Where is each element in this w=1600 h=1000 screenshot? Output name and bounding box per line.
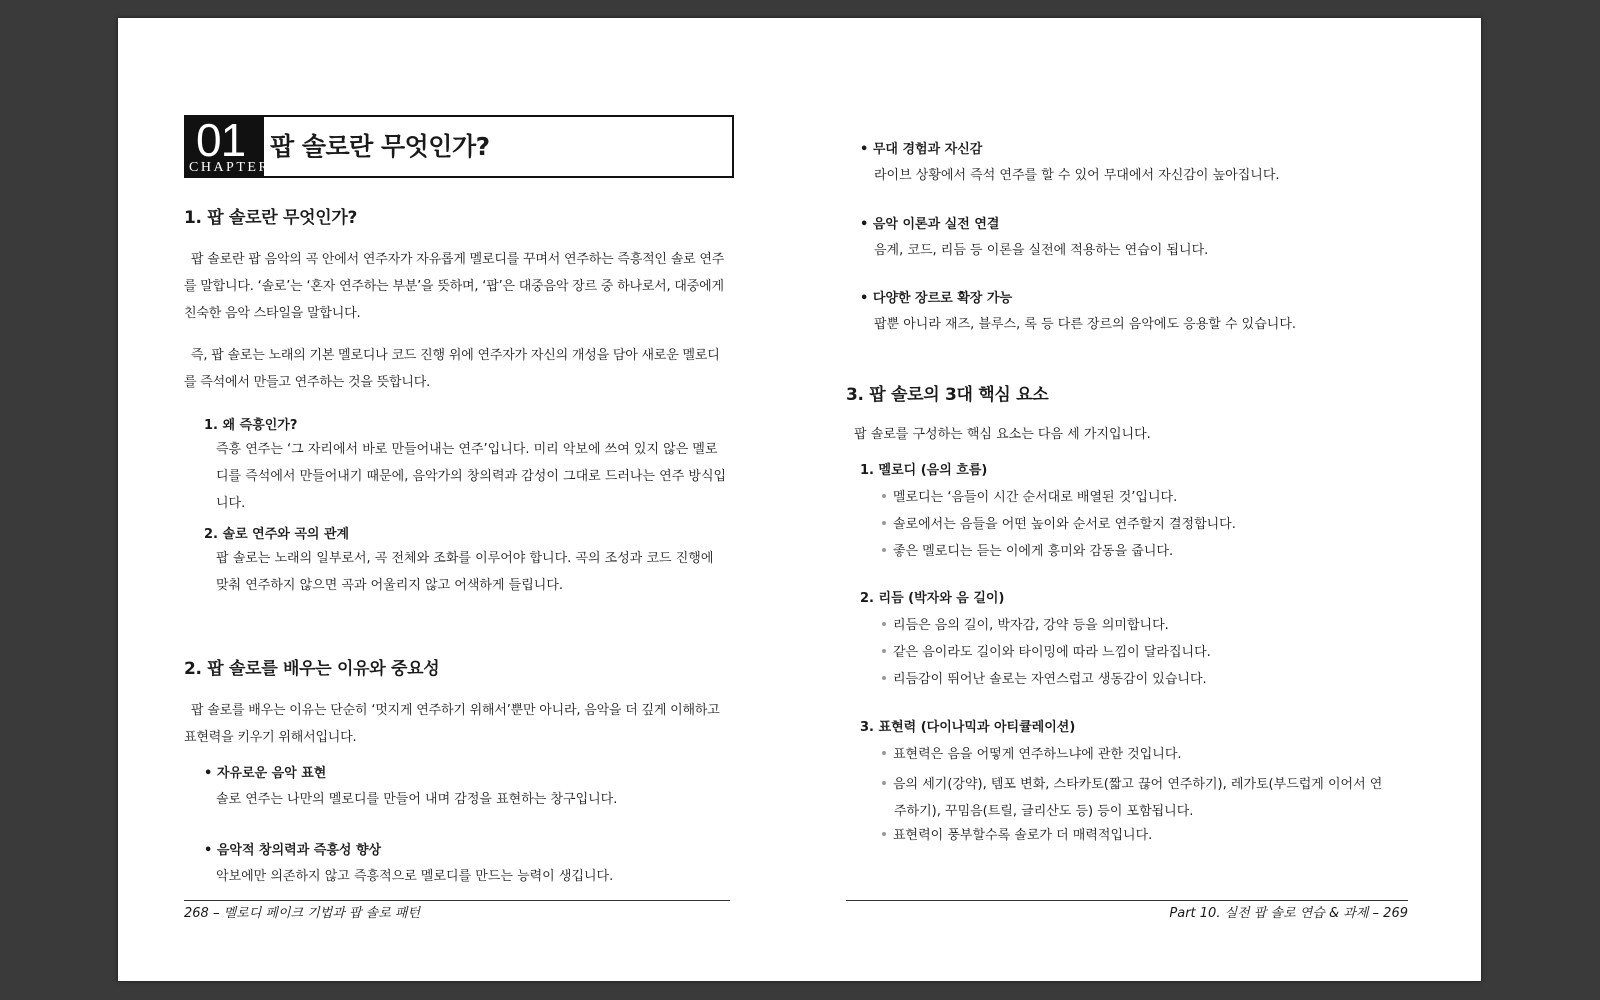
list-item: 리듬은 음의 길이, 박자감, 강약 등을 의미합니다.	[882, 615, 1442, 637]
paragraph: 즉, 팝 솔로는 노래의 기본 멜로디나 코드 진행 위에 연주자가 자신의 개성을 담아 새로운 멜로디를 즉석에서 만들고 연주하는 것을 뜻합니다.	[184, 348, 720, 390]
bullet-title: • 무대 경험과 자신감	[860, 139, 982, 161]
list-item: 멜로디는 ‘음들이 시간 순서대로 배열된 것’입니다.	[882, 487, 1442, 509]
bullet-text: 팝뿐 아니라 재즈, 블루스, 록 등 다른 장르의 음악에도 응용할 수 있습니다.	[874, 317, 1297, 332]
list-item: 표현력이 풍부할수록 솔로가 더 매력적입니다.	[882, 825, 1442, 847]
chapter-header	[184, 115, 734, 178]
list-item: 음의 세기(강약), 템포 변화, 스타카토(짧고 끊어 연주하기), 레가토(부드럽게 이어서 연주하기), 꾸밈음(트릴, 글리산도 등) 등이 포함됩니다.	[882, 771, 1394, 825]
bullet-dot-icon	[882, 548, 886, 552]
bullet-text: 음계, 코드, 리듬 등 이론을 실전에 적용하는 연습이 됩니다.	[874, 243, 1209, 258]
bullet-title: • 음악 이론과 실전 연결	[860, 214, 999, 236]
subsection-title: 1. 왜 즉흥인가?	[204, 418, 298, 433]
section-heading-2: 2. 팝 솔로를 배우는 이유와 중요성	[184, 659, 440, 679]
section-heading-3: 3. 팝 솔로의 3대 핵심 요소	[846, 385, 1049, 405]
subsection-text: 즉흥 연주는 ‘그 자리에서 바로 만들어내는 연주’입니다. 미리 악보에 쓰여 있지 않은 멜로디를 즉석에서 만들어내기 때문에, 음악가의 창의력과 감성이 그대로 드러나는 연주 방식입니다.	[216, 442, 727, 511]
bullet-dot-icon	[882, 494, 886, 498]
bullet-text: 라이브 상황에서 즉석 연주를 할 수 있어 무대에서 자신감이 높아집니다.	[874, 168, 1280, 183]
list-item: 리듬감이 뛰어난 솔로는 자연스럽고 생동감이 있습니다.	[882, 669, 1442, 691]
paragraph: 팝 솔로를 배우는 이유는 단순히 ‘멋지게 연주하기 위해서’뿐만 아니라, 음악을 더 깊게 이해하고 표현력을 키우기 위해서입니다.	[184, 703, 720, 745]
bullet-dot-icon	[882, 521, 886, 525]
paragraph: 팝 솔로란 팝 음악의 곡 안에서 연주자가 자유롭게 멜로디를 꾸며서 연주하는 즉흥적인 솔로 연주를 말합니다. ‘솔로’는 ‘혼자 연주하는 부분’을 뜻하며, ‘팝’은 대중음악 장르 중 하나로서, 대중에게 친숙한 음악 스타일을 말합니다.	[184, 252, 725, 321]
list-item: 좋은 멜로디는 듣는 이에게 흥미와 감동을 줍니다.	[882, 541, 1442, 563]
list-item: 솔로에서는 음들을 어떤 높이와 순서로 연주할지 결정합니다.	[882, 514, 1442, 536]
left-page	[118, 18, 798, 981]
subsection-text: 팝 솔로는 노래의 일부로서, 곡 전체와 조화를 이루어야 합니다. 곡의 조성과 코드 진행에 맞춰 연주하지 않으면 곡과 어울리지 않고 어색하게 들립니다.	[216, 551, 714, 593]
list-item: 표현력은 음을 어떻게 연주하느냐에 관한 것입니다.	[882, 744, 1442, 766]
bullet-title: • 다양한 장르로 확장 가능	[860, 288, 1012, 310]
bullet-dot-icon	[882, 832, 886, 836]
right-page	[798, 18, 1481, 981]
bullet-text: 솔로 연주는 나만의 멜로디를 만들어 내며 감정을 표현하는 창구입니다.	[216, 792, 618, 807]
page-footer-right: Part 10. 실전 팝 솔로 연습 & 과제 – 269	[1169, 906, 1408, 921]
book-spread	[118, 18, 1481, 981]
bullet-title: • 음악적 창의력과 즉흥성 향상	[204, 840, 381, 862]
list-item: 같은 음이라도 길이와 타이밍에 따라 느낌이 달라집니다.	[882, 642, 1442, 664]
element-title: 2. 리듬 (박자와 음 길이)	[860, 591, 1005, 606]
footer-rule	[846, 900, 1408, 901]
bullet-dot-icon	[882, 622, 886, 626]
element-title: 3. 표현력 (다이나믹과 아티큘레이션)	[860, 720, 1076, 735]
chapter-title: 팝 솔로란 무엇인가?	[270, 132, 490, 161]
subsection-title: 2. 솔로 연주와 곡의 관계	[204, 527, 350, 542]
bullet-dot-icon	[882, 676, 886, 680]
page-footer-left: 268 – 멜로디 페이크 기법과 팝 솔로 패턴	[184, 906, 421, 921]
bullet-text: 악보에만 의존하지 않고 즉흥적으로 멜로디를 만드는 능력이 생깁니다.	[216, 869, 614, 884]
bullet-dot-icon	[882, 781, 886, 785]
bullet-title: • 자유로운 음악 표현	[204, 763, 326, 785]
chapter-number: 01	[196, 114, 246, 166]
chapter-label: CHAPTER	[189, 160, 271, 175]
bullet-dot-icon	[882, 751, 886, 755]
section-intro: 팝 솔로를 구성하는 핵심 요소는 다음 세 가지입니다.	[854, 427, 1151, 442]
bullet-dot-icon	[882, 649, 886, 653]
section-heading-1: 1. 팝 솔로란 무엇인가?	[184, 208, 358, 228]
chapter-badge	[186, 114, 271, 176]
element-title: 1. 멜로디 (음의 흐름)	[860, 463, 988, 478]
footer-rule	[184, 900, 730, 901]
